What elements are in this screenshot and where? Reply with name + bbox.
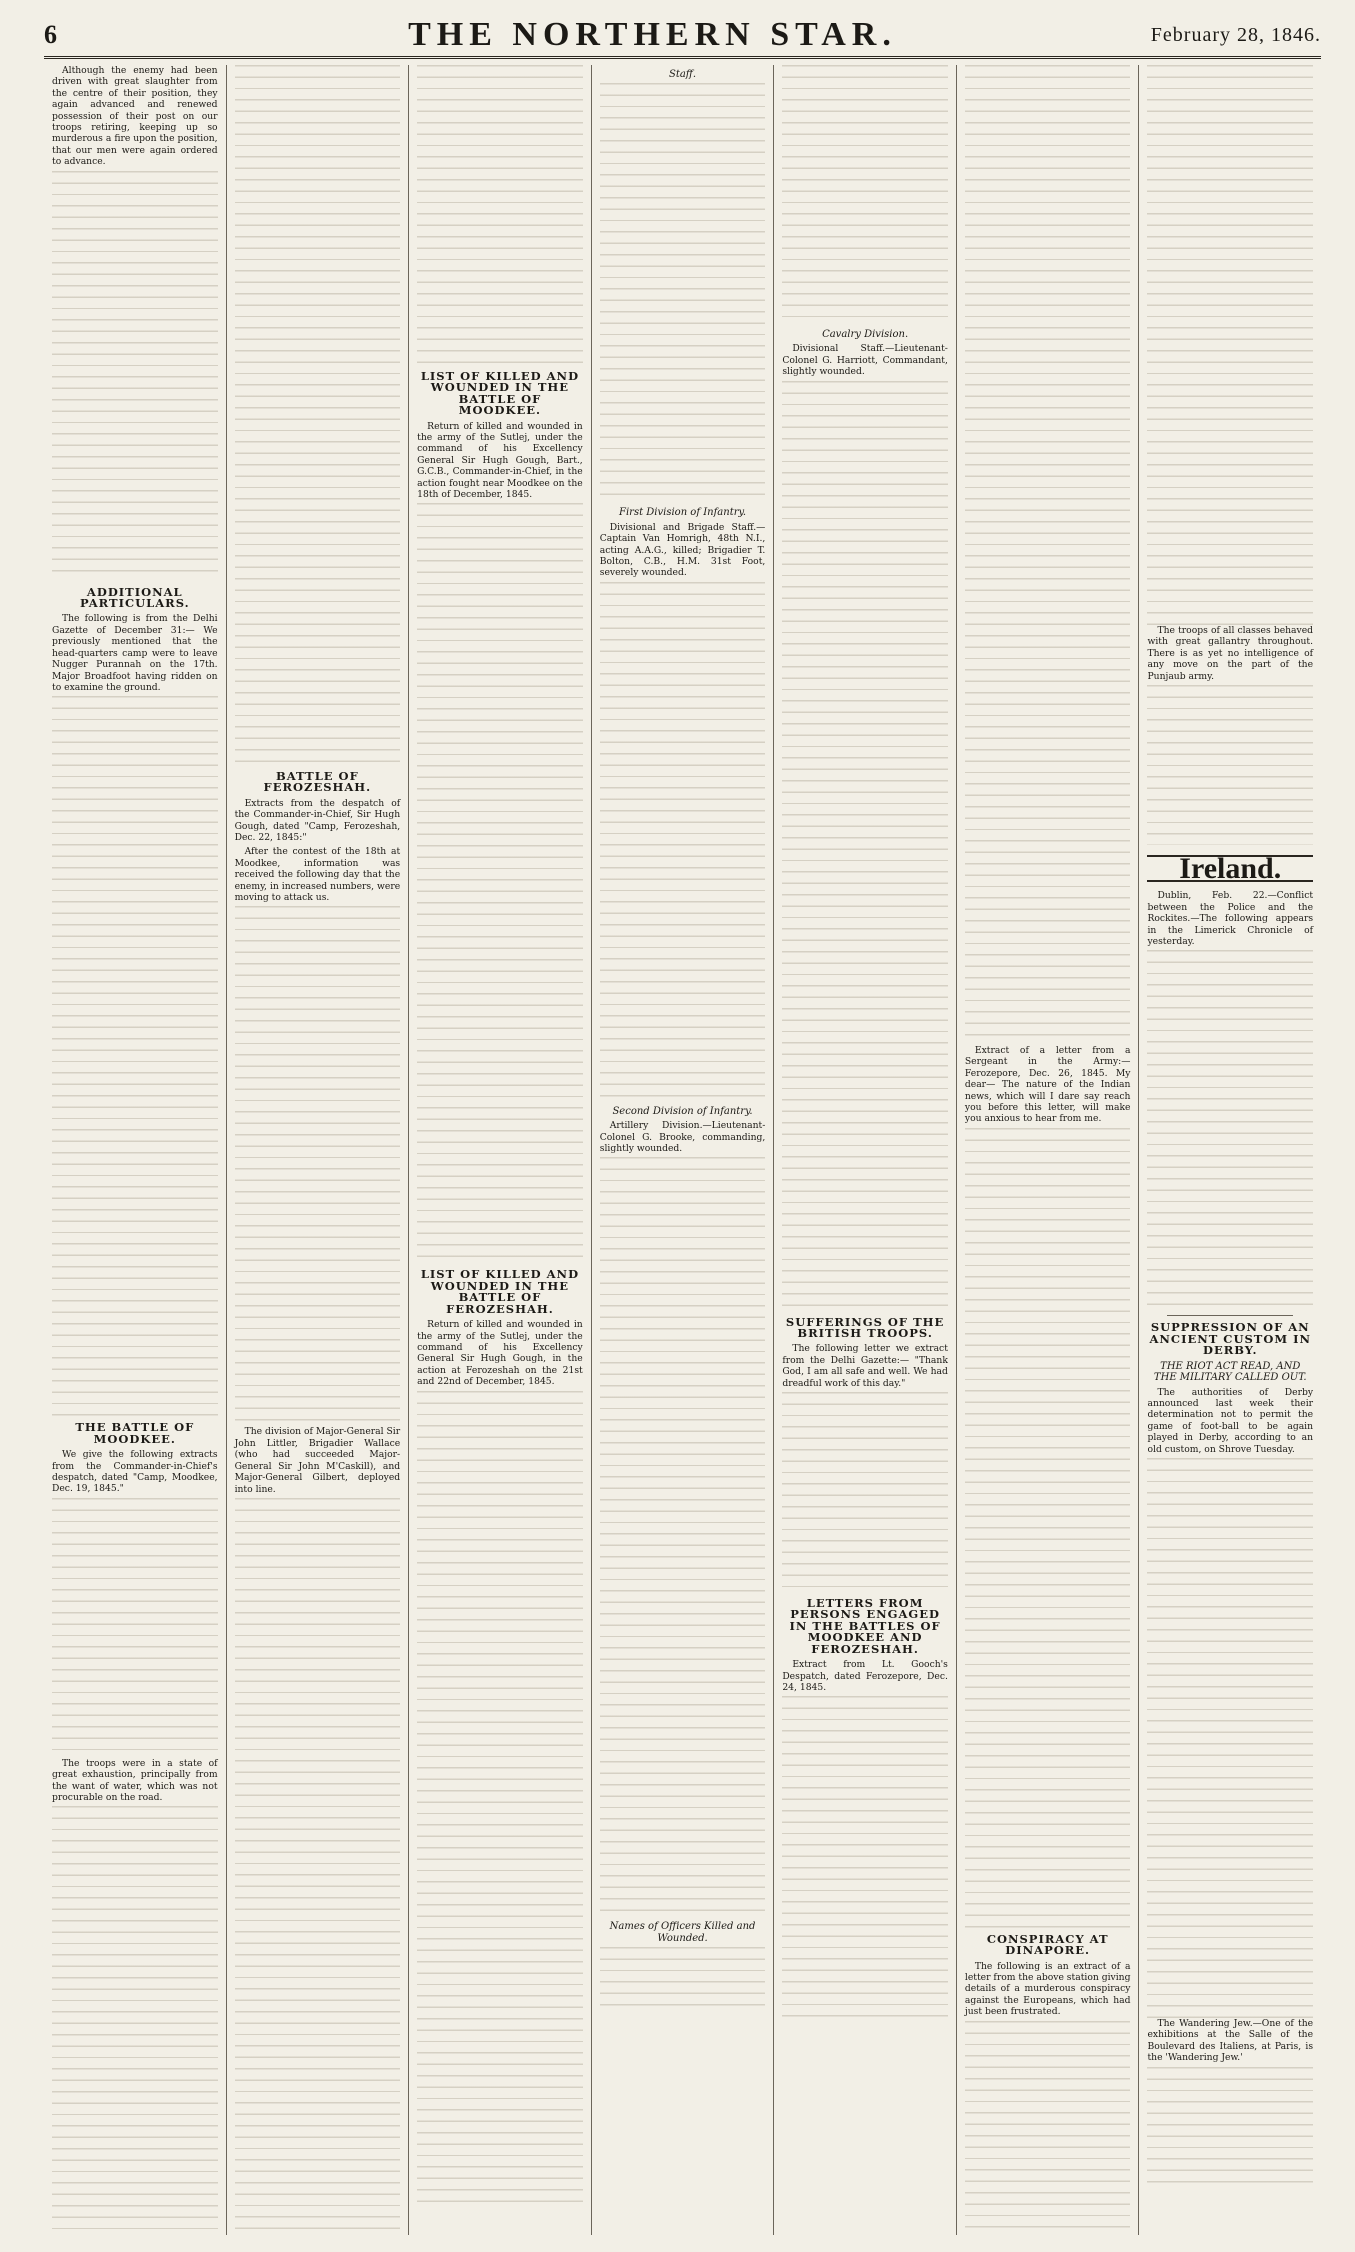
column-1 <box>44 65 227 2235</box>
headline-letters-from-persons: LETTERS FROM PERSONS ENGAGED IN THE BATTLES OF MOODKEE AND FEROZESHAH. <box>789 1596 941 1656</box>
article-text: Extract from Lt. Gooch's Despatch, dated Ferozepore, Dec. 24, 1845. <box>782 1659 948 1693</box>
subheading-riot-act: THE RIOT ACT READ, AND THE MILITARY CALLED OUT. <box>1153 1360 1307 1384</box>
body-text <box>782 1392 948 1592</box>
article-text: Extract of a letter from a Sergeant in the Army:— Ferozepore, Dec. 26, 1845. My dear— The nature of the Indian news, which will I dare say reach you before this letter, will make you anxious to hear from me. <box>964 1045 1131 1125</box>
article-text: After the contest of the 18th at Moodkee, information was received the following day that the enemy, in increased numbers, were moving to attack us. <box>234 846 401 904</box>
headline-battle-of-ferozeshah: BATTLE OF FEROZESHAH. <box>263 769 372 795</box>
body-text <box>417 65 583 365</box>
article-text: Dublin, Feb. 22.—Conflict between the Police and the Rockites.—The following appears in the Limerick Chronicle of yesterday. <box>1147 890 1314 948</box>
section-title-ireland: Ireland. <box>1147 855 1313 882</box>
article-text: Although the enemy had been driven with great slaughter from the centre of their position, they again advanced and renewed possession of their post on our troops retiring, keeping up so murderous a fire upon the position, that our men were again ordered to advance. <box>52 65 218 168</box>
headline-list-killed-ferozeshah: LIST OF KILLED AND WOUNDED IN THE BATTLE OF FEROZESHAH. <box>420 1267 580 1316</box>
body-text <box>965 1128 1131 1928</box>
body-text <box>52 1806 218 2235</box>
article-text: The following is from the Delhi Gazette of December 31:— We previously mentioned that the head-quarters camp were to leave Nugger Purannah on the 17th. Major Broadfoot having ridden on to examine the ground. <box>52 613 218 693</box>
page-number: 6 <box>44 20 57 49</box>
article-text: We give the following extracts from the Commander-in-Chief's despatch, dated "Camp, Moodkee, Dec. 19, 1845." <box>52 1449 218 1495</box>
headline-list-killed-moodkee: LIST OF KILLED AND WOUNDED IN THE BATTLE OF MOODKEE. <box>420 369 580 418</box>
body-text <box>1147 1458 1313 2018</box>
article-text: Return of killed and wounded in the army of the Sutlej, under the command of his Excellency General Sir Hugh Gough, in the action at Ferozeshah on the 21st and 22nd of December, 1845. <box>417 1319 583 1388</box>
body-text <box>52 1498 218 1758</box>
body-text <box>235 65 401 765</box>
body-text <box>965 65 1131 1045</box>
body-text <box>782 1696 948 2026</box>
body-text <box>52 696 218 1416</box>
casualty-list <box>782 381 948 1311</box>
body-text <box>1147 950 1313 1310</box>
casualty-list <box>600 1947 766 2007</box>
column-2 <box>227 65 410 2235</box>
headline-additional-particulars: ADDITIONAL PARTICULARS. <box>79 584 190 611</box>
article-text: The troops of all classes behaved with great gallantry throughout. There is as yet no intelligence of any move on the part of the Punjaub army. <box>1147 625 1314 682</box>
subheading-cavalry-division: Cavalry Division. <box>822 329 909 340</box>
body-text <box>235 1498 401 2235</box>
article-text: The division of Major-General Sir John Littler, Brigadier Wallace (who had succeeded Major-General Sir John M'Caskill), and Major-General Gilbert, deployed into line. <box>234 1426 401 1495</box>
body-text <box>965 2021 1131 2235</box>
article-text: The following is an extract of a letter from the above station giving details of a murderous conspiracy against the Europeans, which had just been frustrated. <box>964 1960 1131 2018</box>
article-text: The troops were in a state of great exhaustion, principally from the want of water, which was not procurable on the road. <box>52 1757 218 1803</box>
article-text: Artillery Division.—Lieutenant-Colonel G. Brooke, commanding, slightly wounded. <box>599 1120 766 1155</box>
body-text <box>1147 65 1313 625</box>
subheading-staff: Staff. <box>668 69 697 80</box>
headline-sufferings-british-troops: SUFFERINGS OF THE BRITISH TROOPS. <box>785 1314 945 1341</box>
column-7 <box>1139 65 1321 2235</box>
column-3 <box>409 65 592 2235</box>
casualty-list <box>600 83 766 503</box>
subheading-first-division: First Division of Infantry. <box>619 507 747 519</box>
article-text: Return of killed and wounded in the army of the Sutlej, under the command of his Excellency General Sir Hugh Gough, Bart., G.C.B., Commander-in-Chief, in the action fought near Moodkee on the 18th of December, 1845. <box>417 420 583 501</box>
masthead <box>44 18 1321 59</box>
newspaper-title: THE NORTHERN STAR. <box>408 16 897 53</box>
article-text: Divisional Staff.—Lieutenant-Colonel G. Harriott, Commandant, slightly wounded. <box>782 343 948 378</box>
article-text: The following letter we extract from the Delhi Gazette:— "Thank God, I am all safe and well. We had dreadful work of this day." <box>782 1343 948 1389</box>
column-4 <box>592 65 775 2235</box>
headline-conspiracy-dinapore: CONSPIRACY AT DINAPORE. <box>986 1931 1109 1958</box>
issue-date: February 28, 1846. <box>1150 23 1321 46</box>
column-6 <box>957 65 1140 2235</box>
subheading-names-officers: Names of Officers Killed and Wounded. <box>609 1921 756 1944</box>
casualty-list <box>600 1157 766 1917</box>
headline-battle-of-moodkee: THE BATTLE OF MOODKEE. <box>75 1420 195 1446</box>
headline-suppression-ancient-custom: SUPPRESSION OF AN ANCIENT CUSTOM IN DERBY. <box>1149 1320 1311 1358</box>
casualty-list <box>782 65 948 325</box>
divider <box>1167 1315 1293 1316</box>
subheading-second-division: Second Division of Infantry. <box>612 1105 753 1117</box>
casualty-list <box>417 1391 583 2211</box>
body-text <box>1147 2067 1313 2187</box>
article-text: The authorities of Derby announced last week their determination not to permit the game of foot-ball to be again played in Derby, according to an old custom, on Shrove Tuesday. <box>1147 1386 1314 1455</box>
article-text: The Wandering Jew.—One of the exhibitions at the Salle of the Boulevard des Italiens, at Paris, is the 'Wandering Jew.' <box>1147 2017 1314 2064</box>
casualty-list <box>600 582 766 1102</box>
body-text <box>235 906 401 1426</box>
body-text <box>1147 685 1313 845</box>
column-5 <box>774 65 957 2235</box>
article-text: Extracts from the despatch of the Commander-in-Chief, Sir Hugh Gough, dated "Camp, Ferozeshah, Dec. 22, 1845:" <box>234 797 401 844</box>
casualty-list <box>417 503 583 1263</box>
body-text <box>52 171 218 581</box>
columns <box>44 65 1321 2235</box>
article-text: Divisional and Brigade Staff.—Captain Van Homrigh, 48th N.I., acting A.A.G., killed; Brigadier T. Bolton, C.B., H.M. 31st Foot, severely wounded. <box>599 521 766 579</box>
